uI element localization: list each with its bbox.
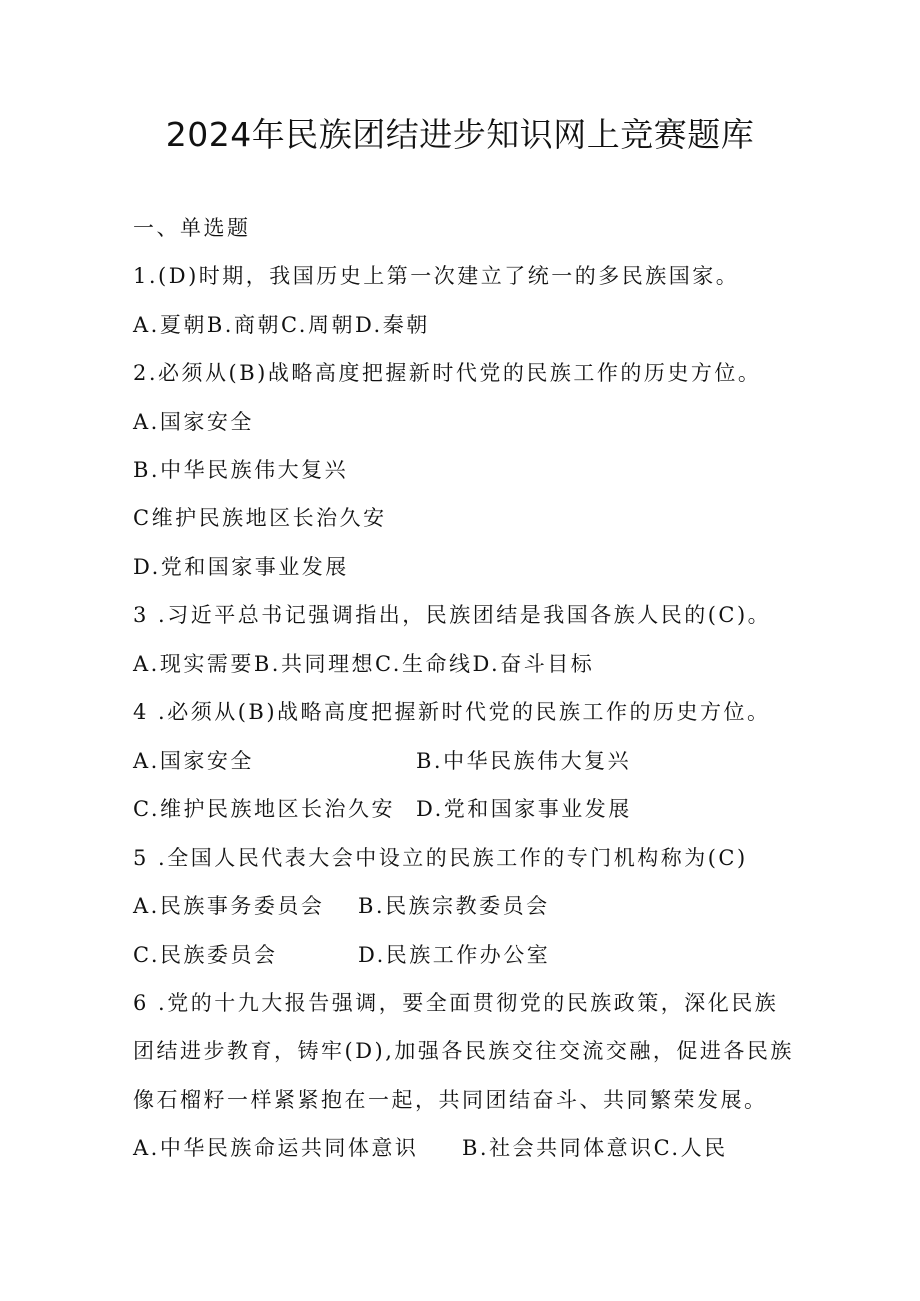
question-4-stem: 4 .必须从(B)战略高度把握新时代党的民族工作的历史方位。 (133, 700, 771, 724)
question-3-options: A.现实需要B.共同理想C.生命线D.奋斗目标 (133, 652, 595, 676)
question-2-option-a: A.国家安全 (133, 410, 254, 434)
question-4-option-c: C.维护民族地区长治久安 (133, 797, 395, 821)
question-6-option-bc: B.社会共同体意识C.人民 (462, 1136, 728, 1160)
question-5-option-a: A.民族事务委员会 (133, 894, 325, 918)
question-5-option-b: B.民族宗教委员会 (358, 894, 550, 918)
question-1-stem: 1.(D)时期，我国历史上第一次建立了统一的多民族国家。 (133, 264, 740, 288)
question-4-option-d: D.党和国家事业发展 (416, 797, 632, 821)
question-5-stem: 5 .全国人民代表大会中设立的民族工作的专门机构称为(C) (133, 846, 748, 870)
question-2-option-b: B.中华民族伟大复兴 (133, 458, 349, 482)
question-1-options: A.夏朝B.商朝C.周朝D.秦朝 (133, 313, 430, 337)
question-4-option-a: A.国家安全 (133, 749, 254, 773)
question-4-option-b: B.中华民族伟大复兴 (416, 749, 632, 773)
question-2-option-c: C维护民族地区长治久安 (133, 506, 387, 530)
question-6-stem-line-1: 6 .党的十九大报告强调，要全面贯彻党的民族政策，深化民族 (133, 991, 779, 1015)
question-6-stem-line-3: 像石榴籽一样紧紧抱在一起，共同团结奋斗、共同繁荣发展。 (133, 1088, 768, 1112)
question-2-stem: 2.必须从(B)战略高度把握新时代党的民族工作的历史方位。 (133, 361, 762, 385)
section-heading: 一、单选题 (133, 216, 251, 240)
question-6-option-a: A.中华民族命运共同体意识 (133, 1136, 419, 1160)
question-3-stem: 3 .习近平总书记强调指出，民族团结是我国各族人民的(C)。 (133, 603, 772, 627)
question-6-stem-line-2: 团结进步教育，铸牢(D),加强各民族交往交流交融，促进各民族 (133, 1039, 794, 1063)
question-5-option-d: D.民族工作办公室 (358, 943, 551, 967)
question-5-option-c: C.民族委员会 (133, 943, 278, 967)
question-2-option-d: D.党和国家事业发展 (133, 555, 349, 579)
document-title: 2024年民族团结进步知识网上竞赛题库 (165, 115, 755, 154)
